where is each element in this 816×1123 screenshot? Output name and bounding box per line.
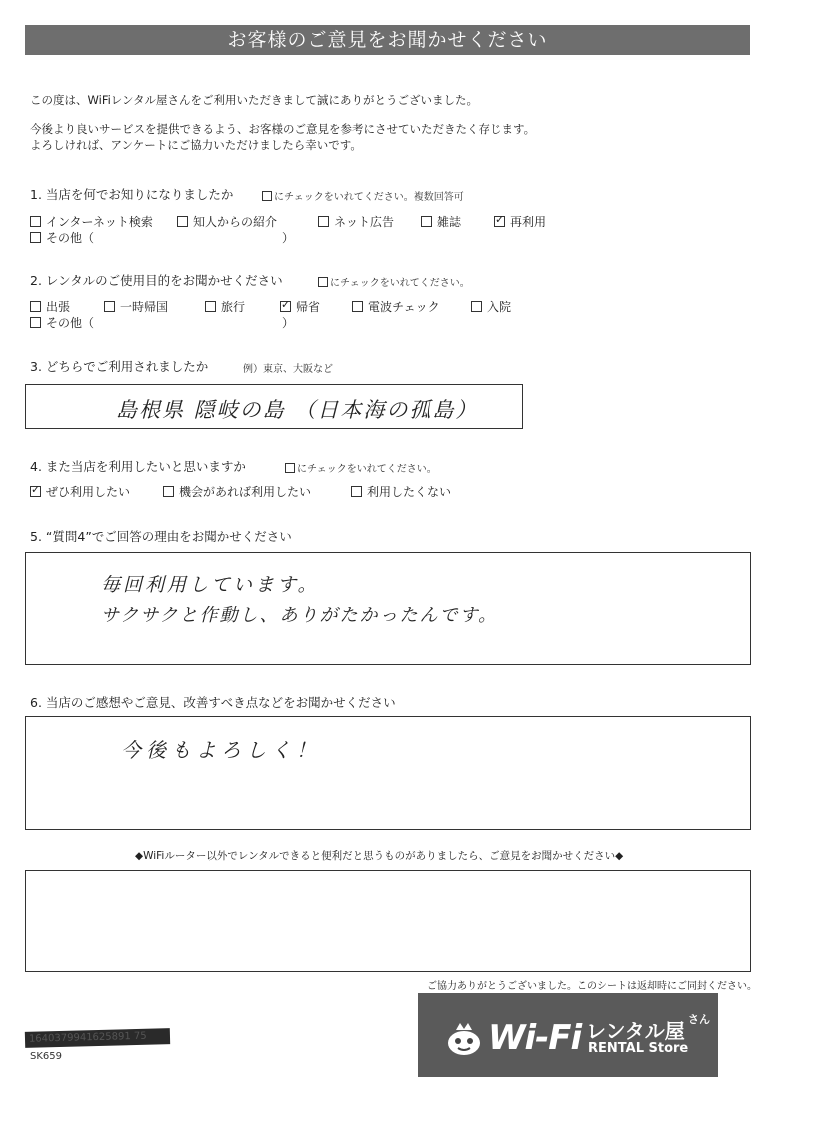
q5-answer-line-2: サクサクと作動し、ありがたかったんです。: [101, 605, 499, 626]
option-label: 雑誌: [437, 215, 462, 229]
option-label: 旅行: [221, 300, 246, 314]
logo-san: さん: [688, 1013, 710, 1026]
q1-option-magazine[interactable]: [421, 213, 461, 230]
checkbox-checked[interactable]: [494, 216, 505, 227]
checkbox[interactable]: [352, 301, 363, 312]
checkbox[interactable]: [177, 216, 188, 227]
q1-option-net-ad[interactable]: [318, 213, 394, 230]
logo-name: レンタル屋: [586, 1019, 685, 1043]
q5-question: 5. “質問4”でご回答の理由をお聞かせください: [30, 529, 292, 544]
q1-note-text: にチェックをいれてください。複数回答可: [274, 192, 464, 203]
q2-option-other[interactable]: [30, 314, 94, 331]
q3-answer-box[interactable]: [25, 384, 523, 429]
q4-option-no[interactable]: [351, 483, 451, 500]
option-label: 帰省: [296, 300, 321, 314]
q4-option-if-chance[interactable]: [163, 483, 311, 500]
checkbox[interactable]: [163, 486, 174, 497]
q1-option-referral[interactable]: [177, 213, 277, 230]
q1-option-other[interactable]: [30, 229, 94, 246]
q2-option-homecoming[interactable]: [280, 298, 320, 315]
q1-question: 1. 当店を何でお知りになりましたか: [30, 187, 234, 202]
checkbox[interactable]: [30, 317, 41, 328]
checkbox[interactable]: [351, 486, 362, 497]
redacted-code: 1640379941625891 75: [25, 1028, 170, 1048]
q1-note: [262, 188, 464, 203]
q3-answer-text: 島根県 隠岐の島 （日本海の孤島）: [116, 398, 479, 422]
intro-line-2: 今後より良いサービスを提供できるよう、お客様のご意見を参考にさせていただきたく存じます。: [30, 122, 536, 136]
option-label: インターネット検索: [46, 215, 153, 229]
page-title: お客様のご意見をお聞かせください: [25, 25, 750, 55]
q4-option-definitely[interactable]: [30, 483, 130, 500]
checkbox-checked[interactable]: [30, 486, 41, 497]
q2-other-close: ）: [282, 316, 295, 330]
q4-question: 4. また当店を利用したいと思いますか: [30, 459, 246, 474]
checkbox[interactable]: [30, 232, 41, 243]
option-label: 一時帰国: [120, 300, 169, 314]
option-label: 入院: [487, 300, 512, 314]
checkbox[interactable]: [30, 216, 41, 227]
intro-line-1: この度は、WiFiレンタル屋さんをご利用いただきまして誠にありがとうございました。: [30, 93, 479, 107]
sheet-code: SK659: [30, 1051, 62, 1062]
q1-option-internet[interactable]: [30, 213, 153, 230]
checkbox[interactable]: [318, 216, 329, 227]
mascot-icon: [444, 1021, 484, 1057]
q4-note: [285, 460, 437, 475]
q2-note-text: にチェックをいれてください。: [330, 278, 470, 289]
option-label: 知人からの紹介: [193, 215, 278, 229]
option-label: ぜひ利用したい: [46, 485, 131, 499]
q4-note-text: にチェックをいれてください。: [297, 464, 437, 475]
checkbox-sample-icon: [262, 191, 272, 201]
checkbox-sample-icon: [285, 463, 295, 473]
q7-answer-box[interactable]: [25, 870, 751, 972]
option-label: 再利用: [510, 215, 547, 229]
option-label: その他（: [46, 231, 95, 245]
option-label: 機会があれば利用したい: [179, 485, 312, 499]
checkbox[interactable]: [471, 301, 482, 312]
logo-sub: RENTAL Store: [588, 1041, 689, 1056]
wifi-rental-logo: [418, 993, 718, 1077]
q2-question: 2. レンタルのご使用目的をお聞かせください: [30, 273, 283, 288]
q5-answer-line-1: 毎回利用しています。: [101, 574, 320, 596]
footer-thanks: ご協力ありがとうございました。このシートは返却時にご同封ください。: [427, 981, 757, 992]
option-label: 利用したくない: [367, 485, 452, 499]
q7-question: ◆WiFiルーター以外でレンタルできると便利だと思うものがありましたら、ご意見をお聞かせください◆: [135, 850, 624, 862]
option-label: 出張: [46, 300, 71, 314]
checkbox[interactable]: [205, 301, 216, 312]
q6-answer-box[interactable]: [25, 716, 751, 830]
checkbox[interactable]: [30, 301, 41, 312]
q3-note: 例）東京、大阪など: [243, 364, 333, 375]
q2-option-business-trip[interactable]: [30, 298, 70, 315]
checkbox-checked[interactable]: [280, 301, 291, 312]
checkbox[interactable]: [104, 301, 115, 312]
option-label: ネット広告: [334, 215, 395, 229]
q2-option-temp-return[interactable]: [104, 298, 168, 315]
q2-option-hospital[interactable]: [471, 298, 511, 315]
q5-answer-box[interactable]: [25, 552, 751, 665]
q2-option-travel[interactable]: [205, 298, 245, 315]
option-label: 電波チェック: [368, 300, 440, 314]
option-label: その他（: [46, 316, 95, 330]
q1-option-reuse[interactable]: [494, 213, 546, 230]
checkbox[interactable]: [421, 216, 432, 227]
q1-other-close: ）: [282, 231, 295, 245]
q2-note: [318, 274, 470, 289]
checkbox-sample-icon: [318, 277, 328, 287]
intro-line-3: よろしければ、アンケートにご協力いただけましたら幸いです。: [30, 138, 362, 152]
q2-option-signal-check[interactable]: [352, 298, 440, 315]
logo-wifi-text: Wi-Fi: [488, 1018, 582, 1058]
q6-question: 6. 当店のご感想やご意見、改善すべき点などをお聞かせください: [30, 695, 396, 710]
q6-answer-text: 今後もよろしく！: [121, 738, 321, 762]
q3-question: 3. どちらでご利用されましたか: [30, 359, 209, 374]
